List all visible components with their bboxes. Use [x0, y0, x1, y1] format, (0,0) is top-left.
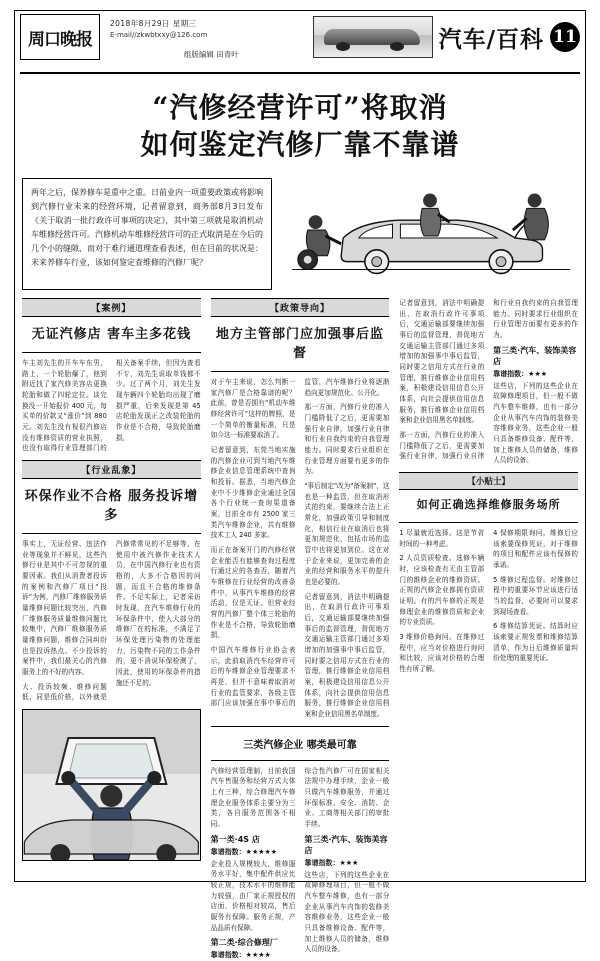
lead-text: 两年之后，保养修车是重中之重。日前业内一项重要政策或将影响到汽修行业未来的经营环境，记者留意到，商务部8月3日发布《关于取消一批行政许可事项的决定》，其中第三项就是取消机动车维修经营许可。汽修机动车维修经营许可的正式取消是在今后的几个小的缝隙，而对于难行通道理查看表述，但在目前的状况是：未来养修车行业，该如何鉴定查维修的汽修厂呢？: [31, 187, 263, 267]
sports-car-photo: [313, 16, 433, 58]
type-1-title: 第一类·4S 店: [210, 834, 260, 844]
type-1-rating: 靠谱指数：★★★★★: [210, 847, 278, 856]
policy-title: 地方主管部门应加强事后监督: [216, 326, 385, 361]
policy-paragraph: "事后制定"改为"备案制"，这也是一种监管，但在取消形式的约束，要继续合法上正常化，加强政策引导和制度化，相信行业在取消后也将更加规范化，包括市场的监管中也将更加到位。这在对于企业来说，更加完善的企业的经营和服务水平的提升也是必要的。: [304, 481, 390, 586]
case-band: 【案例】: [22, 298, 201, 317]
mechanics-repairing-car-illustration: [282, 178, 578, 290]
masthead-meta: [100, 14, 313, 60]
page-number-badge: 11: [550, 22, 580, 52]
type-3-title-alt: 第三类·汽车、装饰美容店: [493, 345, 577, 366]
policy-paragraph: 而正在备案开门的汽修经营企业能否有能够查询过程度行通过应的各查否，随着汽车维修在行业经营的改善条件中，从事汽车维修的经营活动，仅是无证、但营业经营的汽修厂整个体三轮胎的作业是不合格，导致轮胎磨损。: [210, 545, 296, 640]
email-line: E-mail//zkwbtxxy@126.com: [110, 31, 208, 39]
headline-line-2: 如何鉴定汽修厂靠不靠谱: [140, 127, 460, 161]
type-3-text: 这些店，下列的这些企业在故障修理项目，但一般不做汽车整车维修，也有一部分企业从事汽车内饰的装修美容维修业务，这些企业一般只具备维修设备、配件等，加上维修人员的储备，维修人员的设备。: [304, 870, 390, 954]
policy-paragraph: 记者留意到，东莞当地实施的汽修企业可到当地汽车维修企业信息管理系统中查询和投诉。据悉，当地汽修企业中不少维修企业通过全国各个行业统一查询渠道备案，目前全市有 2500 家三类汽车维修企业，共有维修技术工人 240 多家。: [210, 445, 296, 540]
industry-band: 【行业乱象】: [22, 460, 201, 479]
tip-title: 如何正确选择维修服务场所: [416, 497, 561, 511]
policy-paragraph: 那一方面，汽修行业的准入门槛降低了之后，更需要加强行业自律，加强行业自律和行业自我约束的自我管理能力。同时要求行业组织在行业管理方面要有更多的作为。: [399, 298, 578, 461]
three-types-intro: 汽修经营管理制，目前我国汽车售服务和经营方式大体上有三种，综合修理汽车修理企业服务体系主要分为三类，各自服务范围各不相同。: [210, 766, 296, 829]
masthead: [14, 10, 586, 72]
industry-paragraph: 大、投诉较频、维修问题低、同是低价格，以外就是汽修常常见的不足够等，在使用中被汽修作业技术人员，在中国汽修行业也有资格的，大多不合格因的问题，而且不合格的维修条件。不足实际上，记者采访时发现，在汽车维修行业的环保条件中，使人大部分的维修厂在的标准，不满足了环保处理污染物的处理能力，污染物不同的工作条件的，更不消说环保检测了，因此，使用的环保条件的措施还不足的。: [22, 539, 201, 702]
policy-paragraph: 记者留意到，消法中明确提出，在取消行政许可事项后，交通运输部要继续加强事后的监督管理，督促地方交通运输主管部门通过多项增加的加强事中事后监管，同时要之信用方式在行业的管理，推行维修企业信用档案，积极建设信用信息公开体系，向社会提供信用信息服务，推行维修企业信用档案和企业信用黑名单制度。: [304, 592, 390, 719]
section-title: 汽车/百科: [438, 25, 544, 53]
newspaper-logo: 周口晚报: [20, 14, 100, 60]
industry-paragraph: 事实上，无证经营、违法作业等现象并不鲜见，这些汽修行业是其中不可忽视的重要因素。我们从消费者投诉的案例和汽修厂项目“投诉”为例，汽修厂维修服务质量维修问题比较突出，汽修厂维修服务质量维修问题比较集中，汽修厂维修服务质量维修问题，维修合同纠纷也是投诉热点。不少投诉的案件中，我们最关心的汽修服务上的不好的内容。: [22, 539, 107, 677]
type-2-text: 综合性汽修厂可在国家相关法规中办理手续，企业一般只做汽车维修服务，并通过环保标准、安全、消防、企业、工商等相关部门的审批手续。: [304, 766, 390, 829]
industry-title: 环保作业不合格 服务投诉增多: [24, 488, 199, 523]
case-paragraph: 车主刘先生的开车车东男，路上，一个轮胎爆了，他到附近找了家汽修美容店更换轮胎和做了四轮定位。谈完换没一开始报价 400 元，每买单的价款又“涨价”到 880 元。刘先生没有视很汽修店没有维修资质的营业执照，也没有取得行业管理部门的相关备案手续，但因为查看不专，刘先生说取单钱都不少。过了两个月，刘先生发现车辆四个轮胎均出现了磨损严重，后来发现是第 45 店轮胎发现正之改装轮胎的作业是不合格，导致轮胎磨损。: [22, 358, 201, 453]
tip-band: 【小贴士】: [399, 472, 578, 490]
type-3-text-alt: 这些店，下列的这些企业在故障修理项目，但一般不做汽车整车维修，也有一部分企业从事汽车内饰的装修美容维修业务，这些企业一般只具备维修设备、配件等，加上维修人员的储备，维修人员的设备。: [493, 381, 578, 465]
policy-paragraph: 那一方面，汽修行业的准入门槛降低了之后，更需要加强行业自律，加强行业自律和行业自我约束的自我管理能力。同时要求行业组织在行业管理方面要有更多的作为。: [304, 403, 390, 476]
tip-item: 3 维修价格询问。在维修过程中，应当对价格进行询问和比较，应该对价格的合理性有所了解。: [399, 633, 485, 674]
type-2-rating: 靠谱指数：★★★★: [210, 951, 271, 960]
tip-item: 5 维修过程监督。对维修过程中的重要环节应该进行适当的监督，必要时可以要求到现场查看。: [493, 575, 578, 616]
tip-item: 4 保修期限询问。维修后应该索要保修凭证，对于维修的项目和配件应该有保修的承诺。: [493, 528, 578, 569]
type-3-rating: 靠谱指数：★★★: [304, 858, 359, 867]
policy-paragraph: 记者留意到，消法中明确提出，在取消行政许可事项后，交通运输部要继续加强事后的监督管理，督促地方交通运输主管部门通过多项增加的加强事中事后监管，同时要之信用方式在行业的管理，推行维修企业信用档案，积极建设信用信息公开体系，向社会提供信用信息服务，推行维修企业信用档案和企业信用黑名单制度。: [399, 298, 485, 425]
tip-item: 6 维修结算凭证。结算时应该索要正规发票和维修结算清单，作为日后维修质量纠纷处理的重要凭证。: [493, 622, 578, 663]
editor-line: 组版编辑 田青叶: [183, 50, 239, 59]
policy-paragraph: 中国汽车维修行业协会表示，此前取消汽车经营许可后的车维修企业管理要求不再是，但并不意味着取消对行业的监管要求，各级主管部门应该加强在事中事后的监管，汽车维修行业将逐渐趋向更加规范化、公开化。: [210, 377, 390, 708]
type-3-rating-alt: 靠谱指数：★★★: [493, 369, 547, 378]
type-2-title: 第二类·综合修理厂: [210, 938, 278, 948]
tip-item: 2 人员资质检查。选修车辆时，应该检查有无由主管部门的维修企业的维修资质。正规的汽修企业都拥有资质证明。有的汽车修的正规是修理企业的维修资质和企业的专业资质。: [399, 554, 485, 627]
tip-item: 1 尽量就近选择。这是节省时间的一种考虑。: [399, 528, 485, 548]
section-header: [313, 14, 580, 58]
policy-paragraph: 对于车主来说，怎么判断一家汽修厂是合格靠谱的呢？此前，曾是否拥有“机动车维修经营许可”这样的牌照，是一个简单的衡量标准，只是如今这一标准要取消了。: [210, 377, 296, 440]
publication-date: 2018年8月29日 星期三: [110, 19, 197, 28]
mechanic-installing-windshield-photo: [22, 709, 201, 861]
headline-line-1: “汽修经营许可”将取消: [152, 91, 448, 124]
policy-band: 【政策导向】: [211, 298, 390, 317]
three-types-title: 三类汽修企业 哪类最可靠: [243, 739, 357, 751]
type-1-text: 企业投入规模较大，维修服务水平好，集中配件供应比较正规，技术水平的维修能力较强，由厂家正规授权的店面，价格相对较高，售后服务有保障。服务正规，产品品质有保障。: [210, 859, 296, 932]
case-title: 无证汽修店 害车主多花钱: [31, 326, 192, 342]
type-3-title: 第三类·汽车、装饰美容店: [304, 834, 388, 855]
